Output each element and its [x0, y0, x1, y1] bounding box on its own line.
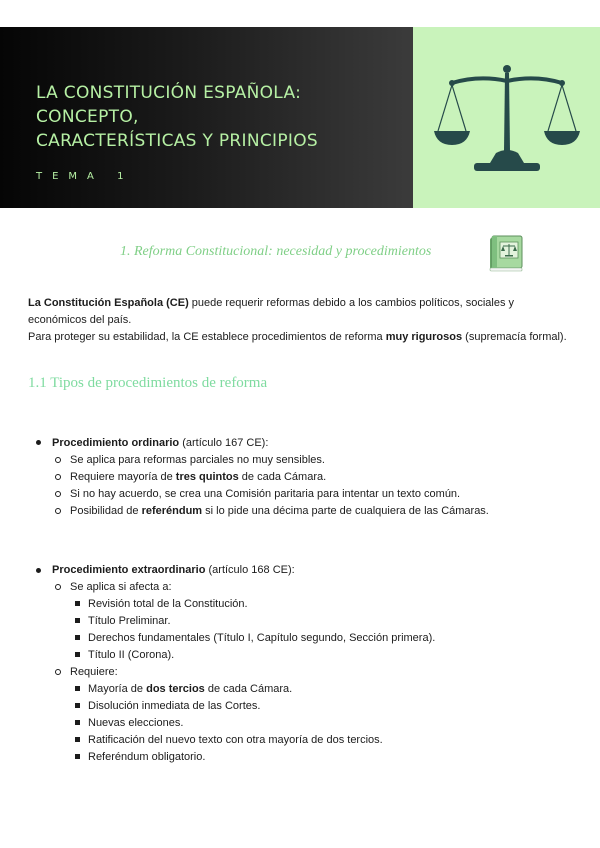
item-text: Mayoría de: [88, 683, 147, 695]
list-item: [70, 453, 325, 467]
item-text: si lo pide una décima parte de cualquiera de las Cámaras.: [202, 505, 489, 517]
item-text: Posibilidad de: [70, 505, 142, 517]
bullet-circle: [55, 669, 61, 675]
extraordinario-article: (artículo 168 CE):: [205, 564, 295, 576]
item-bold: tres quintos: [175, 471, 239, 483]
list-item: [88, 699, 260, 713]
bullet-square: [75, 703, 80, 708]
bullet-square: [75, 737, 80, 742]
list-item: [70, 487, 460, 501]
paragraph-stability: [28, 329, 568, 346]
bullet-circle: [55, 474, 61, 480]
bullet-square: [75, 652, 80, 657]
header-banner: [0, 27, 600, 208]
item-text: de cada Cámara.: [238, 471, 327, 483]
ce-bold: La Constitución Española (CE): [28, 297, 189, 309]
bullet-square: [75, 601, 80, 606]
bullet-disc: [36, 440, 41, 445]
p2-bold: muy rigurosos: [385, 331, 463, 343]
list-item: [88, 597, 248, 611]
item-text: Se aplica si afecta a:: [70, 581, 172, 593]
item-text: Nuevas elecciones.: [88, 717, 184, 729]
item-text: de cada Cámara.: [204, 683, 293, 695]
list-item: [70, 470, 326, 484]
item-text: Disolución inmediata de las Cortes.: [88, 700, 261, 712]
bullet-disc: [36, 568, 41, 573]
title-line-1: LA CONSTITUCIÓN ESPAÑOLA: CONCEPTO,: [36, 83, 302, 127]
list-item: [70, 665, 118, 679]
bullet-square: [75, 754, 80, 759]
list-item: [88, 733, 383, 747]
ordinario-label: Procedimiento ordinario: [52, 437, 180, 449]
item-text: Derechos fundamentales (Título I, Capítulo segundo, Sección primera).: [88, 632, 436, 644]
page-title: [36, 81, 406, 153]
item-text: Requiere mayoría de: [70, 471, 176, 483]
bullet-circle: [55, 584, 61, 590]
list-item: [88, 648, 174, 662]
item-text: Referéndum obligatorio.: [88, 751, 206, 763]
list-item: [88, 716, 183, 730]
item-text: Título Preliminar.: [88, 615, 171, 627]
bullet-circle: [55, 457, 61, 463]
item-bold: dos tercios: [146, 683, 205, 695]
bullet-square: [75, 635, 80, 640]
law-book-icon: [486, 232, 526, 274]
p2-text-a: Para proteger su estabilidad, la CE establece procedimientos de reforma: [28, 331, 386, 343]
list-item-extraordinario: [52, 563, 295, 577]
ordinario-article: (artículo 167 CE):: [179, 437, 269, 449]
item-text: Requiere:: [70, 666, 118, 678]
section-title: 1. Reforma Constitucional: necesidad y procedimientos: [120, 244, 432, 259]
scales-of-justice-icon: [434, 61, 580, 175]
p2-text-c: (supremacía formal).: [462, 331, 567, 343]
p1-text: puede requerir reformas debido a los cambios políticos, sociales y económicos del país.: [28, 297, 515, 326]
bullet-circle: [55, 508, 61, 514]
bullet-square: [75, 720, 80, 725]
list-item: [70, 504, 489, 518]
list-item: [88, 682, 292, 696]
subsection-title: 1.1 Tipos de procedimientos de reforma: [28, 375, 268, 391]
item-text: Título II (Corona).: [88, 649, 175, 661]
bullet-circle: [55, 491, 61, 497]
extraordinario-label: Procedimiento extraordinario: [52, 564, 206, 576]
item-text: Se aplica para reformas parciales no muy sensibles.: [70, 454, 325, 466]
title-line-2: CARACTERÍSTICAS Y PRINCIPIOS: [36, 131, 318, 151]
page-subtitle: TEMA 1: [36, 171, 134, 182]
list-item: [88, 631, 435, 645]
paragraph-intro: [28, 295, 568, 329]
item-text: Ratificación del nuevo texto con otra mayoría de dos tercios.: [88, 734, 383, 746]
list-item: [88, 614, 171, 628]
list-item: [88, 750, 205, 764]
bullet-square: [75, 686, 80, 691]
bullet-square: [75, 618, 80, 623]
list-item: [70, 580, 172, 594]
item-text: Si no hay acuerdo, se crea una Comisión paritaria para intentar un texto común.: [70, 488, 461, 500]
item-bold: referéndum: [141, 505, 203, 517]
list-item-ordinario: [52, 436, 268, 450]
item-text: Revisión total de la Constitución.: [88, 598, 248, 610]
